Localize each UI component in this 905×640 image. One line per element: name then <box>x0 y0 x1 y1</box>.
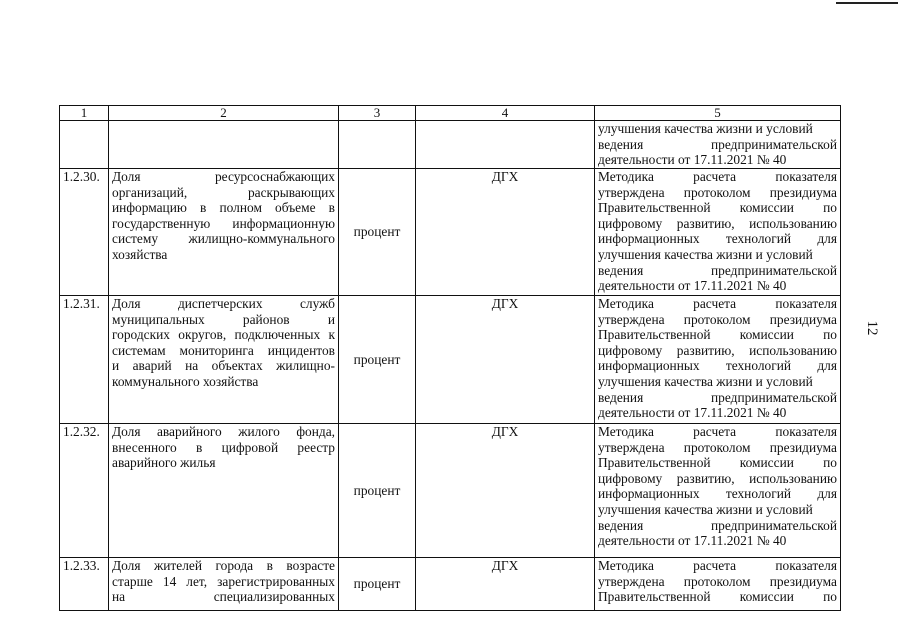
method-line: улучшения качества жизни и условий <box>598 501 813 517</box>
table-row <box>60 558 841 611</box>
method-line: деятельности от 17.11.2021 № 40 <box>598 152 787 168</box>
indicator-name-cell <box>109 558 339 611</box>
top-corner-rule <box>836 2 898 4</box>
method-line: Правительственной комиссии по <box>598 327 837 343</box>
name-line: государственную информационную <box>112 215 335 231</box>
method-line: Правительственной комиссии по <box>598 200 837 216</box>
method-cell <box>595 558 841 611</box>
name-line: организаций, раскрывающих <box>112 184 335 200</box>
method-line: улучшения качества жизни и условий <box>598 246 813 262</box>
method-line: ведения предпринимательской <box>598 262 837 278</box>
name-line: Доля аварийного жилого фонда, <box>112 424 335 439</box>
table-row <box>60 169 841 296</box>
name-line: и аварий на объектах жилищно- <box>112 358 335 374</box>
method-line: ведения предпринимательской <box>598 517 837 533</box>
table-row <box>60 424 841 558</box>
page-number: 12 <box>864 320 880 336</box>
name-line: на специализированных <box>112 589 335 605</box>
method-line: улучшения качества жизни и условий <box>598 373 813 389</box>
method-line: утверждена протоколом президиума <box>598 439 837 455</box>
table-header-row <box>60 106 841 121</box>
method-line: утверждена протоколом президиума <box>598 573 837 589</box>
name-line: аварийного жилья <box>112 455 216 471</box>
method-line: Методика расчета показателя <box>598 169 837 184</box>
indicator-name-cell <box>109 424 339 558</box>
row-number-cell: 1.2.33. <box>60 558 109 611</box>
method-line: улучшения качества жизни и условий <box>598 121 813 136</box>
header-cell: 5 <box>595 106 841 121</box>
method-line: утверждена протоколом президиума <box>598 184 837 200</box>
method-line: Правительственной комиссии по <box>598 589 837 605</box>
header-cell: 1 <box>60 106 109 121</box>
method-line: информационных технологий для <box>598 486 837 502</box>
name-line: Доля жителей города в возрасте <box>112 558 335 573</box>
method-line: цифровому развитию, использованию <box>598 215 837 231</box>
name-line: старше 14 лет, зарегистрированных <box>112 573 335 589</box>
method-line: информационных технологий для <box>598 231 837 247</box>
row-number-cell: 1.2.30. <box>60 169 109 296</box>
responsible-cell: ДГХ <box>416 296 595 424</box>
row-number-cell: 1.2.31. <box>60 296 109 424</box>
indicator-name-cell <box>109 296 339 424</box>
responsible-cell: ДГХ <box>416 558 595 611</box>
method-line: утверждена протоколом президиума <box>598 311 837 327</box>
name-line: муниципальных районов и <box>112 311 335 327</box>
unit-cell: процент <box>339 424 416 558</box>
method-line: Правительственной комиссии по <box>598 455 837 471</box>
name-line: информацию в полном объеме в <box>112 200 335 216</box>
method-line: ведения предпринимательской <box>598 389 837 405</box>
method-line: информационных технологий для <box>598 358 837 374</box>
name-line: хозяйства <box>112 246 168 262</box>
responsible-cell: ДГХ <box>416 424 595 558</box>
method-line: Методика расчета показателя <box>598 558 837 573</box>
indicator-name-cell <box>109 121 339 169</box>
method-cell <box>595 169 841 296</box>
header-cell: 4 <box>416 106 595 121</box>
method-line: цифровому развитию, использованию <box>598 342 837 358</box>
header-cell: 3 <box>339 106 416 121</box>
method-line: цифровому развитию, использованию <box>598 470 837 486</box>
name-line: Доля ресурсоснабжающих <box>112 169 335 184</box>
name-line: городских округов, подключенных к <box>112 327 335 343</box>
row-number-cell: 1.2.32. <box>60 424 109 558</box>
unit-cell: процент <box>339 296 416 424</box>
row-number-cell <box>60 121 109 169</box>
name-line: коммунального хозяйства <box>112 373 259 389</box>
method-line: Методика расчета показателя <box>598 296 837 311</box>
table-row-continuation <box>60 121 841 169</box>
name-line: внесенного в цифровой реестр <box>112 439 335 455</box>
responsible-cell: ДГХ <box>416 169 595 296</box>
unit-cell: процент <box>339 558 416 611</box>
name-line: системам мониторинга инцидентов <box>112 342 335 358</box>
indicators-table <box>59 105 841 611</box>
method-line: ведения предпринимательской <box>598 136 837 152</box>
header-cell: 2 <box>109 106 339 121</box>
method-cell <box>595 424 841 558</box>
method-cell <box>595 121 841 169</box>
method-line: деятельности от 17.11.2021 № 40 <box>598 278 787 294</box>
unit-cell <box>339 121 416 169</box>
responsible-cell <box>416 121 595 169</box>
indicator-name-cell <box>109 169 339 296</box>
name-line: Доля диспетчерских служб <box>112 296 335 311</box>
unit-cell: процент <box>339 169 416 296</box>
method-line: Методика расчета показателя <box>598 424 837 439</box>
table-row <box>60 296 841 424</box>
method-cell <box>595 296 841 424</box>
method-line: деятельности от 17.11.2021 № 40 <box>598 533 787 549</box>
name-line: систему жилищно-коммунального <box>112 231 335 247</box>
method-line: деятельности от 17.11.2021 № 40 <box>598 405 787 421</box>
